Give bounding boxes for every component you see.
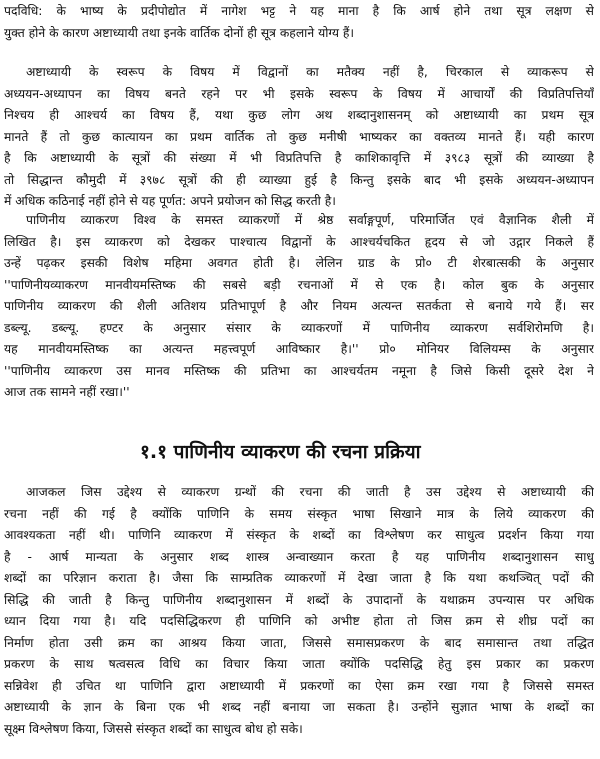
text-line: पदविधि: के भाष्य के प्रदीपोद्योत में नागेश भट्ट ने यह माना है कि आर्ष होने तथा सूत्र लक्षण से (4, 4, 594, 18)
text-line: शब्दों का परिज्ञान कराता है। जैसा कि साम्प्रतिक व्याकरणों में देखा जाता है कि यथा कथञ्चित् पदों की (4, 571, 594, 585)
text-line: डब्ल्यू. डब्ल्यू. हण्टर के अनुसार संसार के व्याकरणों में पाणिनीय व्याकरण सर्वशिरोमणि है। (4, 320, 594, 335)
text-line: सिद्धि की जाती है किन्तु पाणिनीय शब्दानुशासन में शब्दों के उपादानों के यथाक्रम उपन्यास पर अधिक (4, 592, 594, 607)
text-line: निश्चय ही आश्चर्य का विषय हैं, यथा कुछ लोग अथ शब्दानुशासनम् को अष्टाध्यायी का प्रथम सूत्र (4, 108, 594, 122)
text-line: है कि अष्टाध्यायी के सूत्रों की संख्या में भी विप्रतिपत्ति है काशिकावृत्ति में ३९८३ सूत्रों की व्याख्या है (4, 151, 594, 165)
text-line: ''पाणिनीय व्याकरण उस मानव मस्तिष्क की प्रतिभा का आश्चर्यतम नमूना है जिसे किसी दूसरे देश ने (4, 363, 594, 378)
text-line: अध्ययन-अध्यापन का विषय बनते रहने पर भी इसके स्वरूप के विषय में आचार्यों की विप्रतिपत्तियाँ (4, 86, 594, 101)
text-line: है - आर्ष मान्यता के अनुसार शब्द शास्त्र अन्वाख्यान करता है यह पाणिनीय शब्दानुशासन साधु (4, 549, 594, 564)
text-line: ''पाणिनीयव्याकरण मानवीयमस्तिष्क की सबसे बड़ी रचनाओं में से एक है। कोल बुक के अनुसार (4, 277, 594, 292)
text-line: आज तक सामने नहीं रखा।'' (4, 385, 130, 399)
text-line: रचना नहीं की गई है क्योंकि पाणिनि के समय संस्कृत भाषा सिखाने मात्र के लिये व्याकरण की (4, 506, 594, 521)
text-line: अष्टाध्यायी के ज्ञान के बिना एक भी शब्द नहीं बनाया जा सकता है। उन्होंने सुज्ञात भाषा के शब्दों का (4, 700, 594, 714)
text-line: ध्यान दिया गया है। यदि पदसिद्धिकरण ही पाणिनि को अभीष्ट होता तो जिस क्रम से शीघ्र पदों का (4, 614, 594, 628)
text-line: में अधिक कठिनाई नहीं होने से यह पूर्णत: अपने प्रयोजन को सिद्ध करती है। (4, 194, 336, 208)
text-line: मानते हैं तो कुछ कात्यायन का प्रथम वार्तिक तो कुछ मनीषी भाष्यकर का वक्तव्य मानते हैं। यही कारण (4, 129, 594, 144)
section-heading: १.१ पाणिनीय व्याकरण की रचना प्रक्रिया (140, 441, 421, 463)
paragraph-2 (4, 62, 594, 213)
text-line: प्रकरण के साथ षत्वसत्व विधि का विचार किया जाता क्योंकि पदसिद्धि हेतु इस प्रकार का प्रकरण (4, 657, 594, 671)
paragraph-4 (4, 482, 594, 740)
text-line: लिखित है। इस व्याकरण को देखकर पाश्चात्य विद्वानों के आश्चर्यचकित हृदय से जो उद्गार निकले हैं (4, 234, 594, 249)
text-line: उन्हें पढ़कर इसकी विशेष महिमा अवगत होती है। लेलिन ग्राड के प्रो० टी शेरबात्सकी के अनुसार (4, 256, 594, 270)
text-line: तो सिद्धान्त कौमुदी में ३९७८ सूत्रों की ही व्याख्या हुई है किन्तु इसके बाद भी इसके अध्ययन-अध्यापन (4, 172, 594, 187)
text-line: यह मानवीयमस्तिष्क का अत्यन्त महत्त्वपूर्ण आविष्कार है।'' प्रो० मोनियर विलियम्स के अनुसार (4, 342, 594, 356)
text-line: सूक्ष्म विश्लेषण किया, जिससे संस्कृत शब्दों का साधुत्व बोध हो सके। (4, 721, 303, 736)
text-line: आवश्यकता नहीं थी। पाणिनि व्याकरण में संस्कृत के शब्दों का विश्लेषण कर साधुत्व प्रदर्शन किया गया (4, 528, 594, 542)
text-line: सन्निवेश ही उचित था पाणिनि द्वारा अष्टाध्यायी में प्रकरणों का ऐसा क्रम रखा गया है जिससे समस्त (4, 678, 594, 693)
text-line: युक्त होने के कारण अष्टाध्यायी तथा इनके वार्तिक दोनों ही सूत्र कहलाने योग्य हैं। (4, 25, 355, 40)
text-line: आजकल जिस उद्देश्य से व्याकरण ग्रन्थों की रचना की जाती है उस उद्देश्य से अष्टाध्यायी की (26, 485, 594, 499)
paragraph-3 (4, 210, 594, 404)
paragraph-1 (4, 1, 594, 44)
text-line: निर्माण होता उसी क्रम का आश्रय किया जाता, जिससे समासप्रकरण के बाद समासान्त तथा तद्धित (4, 635, 594, 650)
text-line: अष्टाध्यायी के स्वरूप के विषय में विद्वानों का मतैक्य नहीं है, चिरकाल से व्याकरूप से (26, 65, 594, 79)
text-line: पाणिनीय व्याकरण विश्व के समस्त व्याकरणों में श्रेष्ठ सर्वाङ्गपूर्ण, परिमार्जित एवं वैज्ञानिक शैली में (26, 213, 594, 227)
text-line: पाणिनीय व्याकरण की शैली अतिशय प्रतिभापूर्ण है और नियम अत्यन्त सतर्कता से बनाये गये हैं। सर (4, 299, 594, 313)
